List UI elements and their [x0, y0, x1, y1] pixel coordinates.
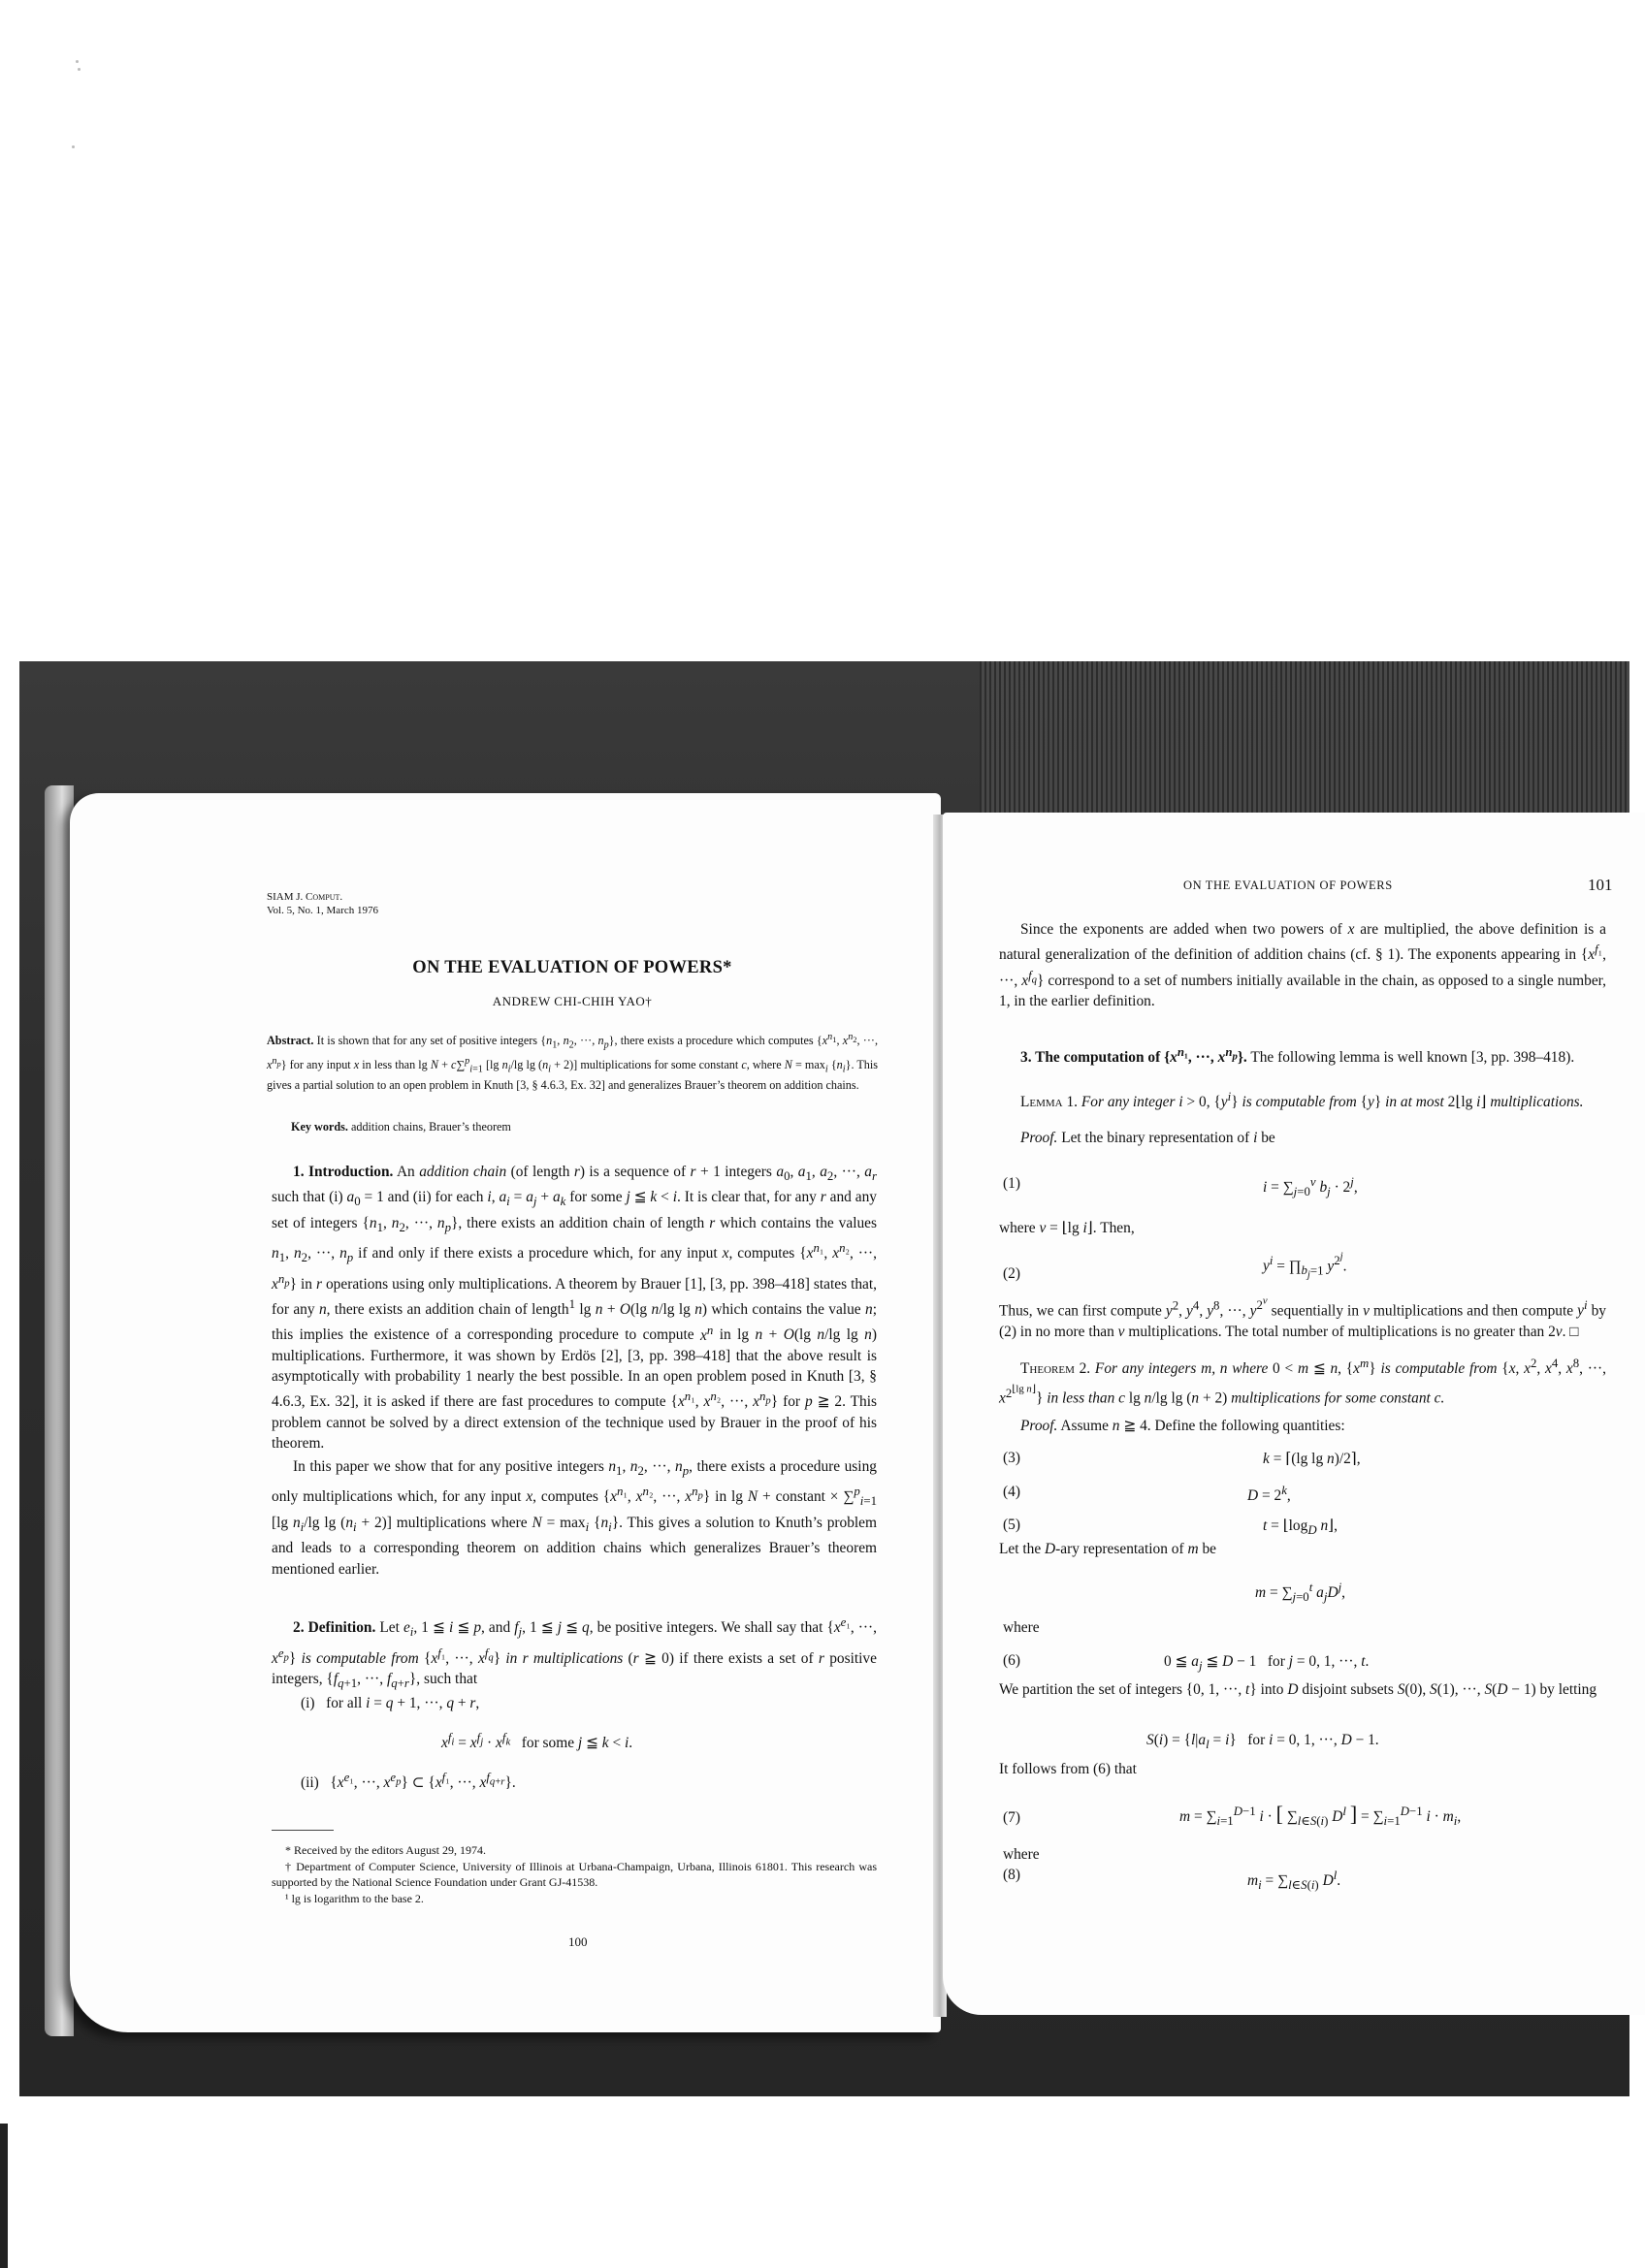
journal-name: SIAM J. Comput. [267, 891, 343, 903]
equation-6-number: (6) [1003, 1652, 1020, 1669]
equation-2: $y^i$ = $\prod_{b_j=1}$ $y^{2^j}$. [1263, 1251, 1347, 1282]
scan-edge [0, 2124, 8, 2268]
let-d-ary: Let the D-ary representation of m be [999, 1541, 1216, 1557]
condition-i: (i) for all i = q + 1, ···, q + r, [301, 1695, 480, 1711]
equation-6: 0 ≦ $a_j$ ≦ D − 1 for j = 0, 1, ···, t. [1164, 1653, 1370, 1674]
introduction-paragraph-2: In this paper we show that for any positive integers $n_1$, $n_2$, ···, $n_p$, there exists a procedure using only multiplications which, for any input x, computes {$x^{n_1}$, $x^{n_2}$, ···, $x^{n_p}$} in lg N + constant × ∑$^p_{i=1}$ [lg $n_i/\lg$ $\lg (n_i + 2)$] multiplications where $N = \max_i \{n_i\}$. This gives a solution to Knuth’s problem and leads to a corresponding theorem on addition chains which generalizes Brauer’s theorem mentioned earlier. [272, 1458, 878, 1578]
partition-paragraph: We partition the set of integers {0, 1, ···, t} into D disjoint subsets S(0), S(1), ···, S(D − 1) by letting [999, 1681, 1597, 1698]
scan-speck [76, 60, 79, 63]
condition-i-equation: $x^{f_i} = x^{f_j} \cdot x^{f_k}$ for some j ≦ k < i. [441, 1731, 633, 1752]
journal-volume: Vol. 5, No. 1, March 1976 [267, 905, 378, 916]
equation-3: k = ⌈(lg lg n)/2⌉, [1263, 1451, 1361, 1467]
paper-title: ON THE EVALUATION OF POWERS* [412, 958, 732, 977]
equation-5: $t = ⌊\log_D$ n⌋, [1263, 1517, 1339, 1538]
page-number-left: 100 [568, 1934, 588, 1949]
theorem-2: Theorem 2. For any integers m, n where 0 < m ≦ n, $\{x^m\}$ is computable from {x, $x^2$, $x^4$, $x^8$, ···, $x^{2^{⌊lg n⌋}}$} in less than c lg n/lg lg (n + 2) multiplications for some constant c. [999, 1357, 1606, 1407]
equation-s: $S(i) = \{l|a_l = i\}$ for i = 0, 1, ···, D − 1. [1146, 1732, 1379, 1752]
equation-4: $D = 2^k$, [1247, 1484, 1291, 1505]
follows-line: It follows from (6) that [999, 1761, 1137, 1777]
footnote-received: * Received by the editors August 29, 1974. [285, 1843, 486, 1857]
where-label-1: where [1003, 1619, 1040, 1636]
condition-ii: (ii) {$x^{e_1}$, ···, $x^{e_p}$} ⊂ {$x^{f_1}$, ···, $x^{f_{q+r}}$}. [301, 1771, 516, 1792]
equation-1: $i = \sum_{j=0}^v$ $b_j \cdot 2^j$, [1263, 1175, 1358, 1199]
equation-4-number: (4) [1003, 1484, 1020, 1500]
author: ANDREW CHI-CHIH YAO† [492, 994, 653, 1008]
proof-1: Proof. Let the binary representation of i be [1020, 1130, 1275, 1146]
right-paragraph-1: Since the exponents are added when two powers of x are multiplied, the above definition is a natural generalization of the definition of addition chains (cf. § 1). The exponents appearing in {$x^{f_1}$, ···, $x^{f_q}$} correspond to a set of numbers initially available in the chain, as opposed to a single number, 1, in the earlier definition. [999, 921, 1607, 1010]
equation-7-number: (7) [1003, 1809, 1020, 1826]
footnote-rule [272, 1830, 334, 1831]
equation-m: $m = \sum_{j=0}^t$ $a_jD^j$, [1255, 1581, 1345, 1605]
background-texture [980, 661, 1629, 826]
equation-7: $m = \sum_{i=1}^{D-1}$ i · [ $\sum_{l\in S(i)}$ $D^l$ ] = $\sum_{i=1}^{D-1}$ $i \cdot m_i$, [1179, 1802, 1462, 1829]
scan-speck [78, 68, 81, 71]
scan-speck [72, 145, 75, 148]
page-number-right: 101 [1588, 876, 1613, 894]
thus-paragraph: Thus, we can first compute $y^2$, $y^4$, $y^8$, ···, $y^{2^v}$ sequentially in v multiplications and then compute $y^i$ by (2) in no more than v multiplications. The total number of multiplications is no greater than 2v. □ [999, 1295, 1606, 1340]
equation-5-number: (5) [1003, 1517, 1020, 1533]
keywords: Key words. addition chains, Brauer’s theorem [291, 1120, 511, 1134]
equation-1-number: (1) [1003, 1175, 1020, 1192]
proof-2: Proof. Assume n ≧ 4. Define the following quantities: [1020, 1418, 1345, 1434]
journal-citation [267, 890, 378, 917]
where-v: where v = ⌊lg i⌋. Then, [999, 1220, 1135, 1236]
definition-paragraph: 2. Definition. Let $e_i$, 1 ≦ i ≦ p, and $f_j$, 1 ≦ j ≦ q, be positive integers. We shall say that {$x^{e_1}$, ···, $x^{e_p}$} is computable from {$x^{f_1}$, ···, $x^{f_q}$} in r multiplications (r ≧ 0) if there exists a set of r positive integers, {$f_{q+1}$, ···, $f_{q+r}$}, such that [272, 1615, 877, 1690]
section-3-heading: 3. The computation of {$x^{n_1}$, ···, $x^{n_p}$}. The following lemma is well known [3, pp. 398–418). [1020, 1045, 1575, 1067]
footnote-affiliation: † Department of Computer Science, University of Illinois at Urbana-Champaign, Urbana, Illinois 61801. This research was supported by the National Science Foundation under Grant GJ-41538. [272, 1859, 877, 1889]
abstract: Abstract. It is shown that for any set of positive integers {$n_1$, $n_2$, ···, $n_p$}, there exists a procedure which computes {$x^{n_1}$, $x^{n_2}$, ···, $x^{n_p}$} for any input x in less than lg N + c∑$^p_{i=1}$ [lg $n_i/\lg$ $\lg (n_i + 2)$] multiplications for some constant c, where $N = \max_i \{n_i\}$. This gives a partial solution to an open problem in Knuth [3, § 4.6.3, Ex. 32] and generalizes Brauer’s theorem on addition chains. [267, 1032, 879, 1092]
introduction-paragraph-1: 1. Introduction. An addition chain (of length r) is a sequence of r + 1 integers $a_0$, $a_1$, $a_2$, ···, $a_r$ such that (i) $a_0 = 1$ and (ii) for each i, $a_i = a_j + a_k$ for some j ≦ k < i. It is clear that, for any r and any set of integers {$n_1$, $n_2$, ···, $n_p$}, there exists an addition chain of length r which contains the values $n_1$, $n_2$, ···, $n_p$ if and only if there exists a procedure which, for any input x, computes {$x^{n_1}$, $x^{n_2}$, ···, $x^{n_p}$} in r operations using only multiplications. A theorem by Brauer [1], [3, pp. 398–418] states that, for any n, there exists an addition chain of length$^1$ lg n + O(lg n/lg lg n) which contains the value n; this implies the existence of a corresponding procedure to compute $x^n$ in lg n + O(lg n/lg lg n) multiplications. Furthermore, it was shown by Erdös [2], [3, pp. 398–418] that the above result is asymptotically with probability 1 nearly the best possible. In an open problem posed in Knuth [3, § 4.6.3, Ex. 32], it is asked if there are fast procedures to compute {$x^{n_1}$, $x^{n_2}$, ···, $x^{n_p}$} for p ≧ 2. This problem cannot be solved by a direct extension of the technique used by Brauer in the proof of his theorem. [272, 1164, 878, 1453]
running-head: ON THE EVALUATION OF POWERS [1183, 878, 1393, 892]
equation-2-number: (2) [1003, 1265, 1020, 1282]
equation-8: $m_i = \sum_{l\in S(i)}$ $D^l$. [1247, 1869, 1341, 1893]
footnote-lg: ¹ lg is logarithm to the base 2. [285, 1891, 424, 1905]
equation-3-number: (3) [1003, 1450, 1020, 1466]
lemma-1: Lemma 1. For any integer i > 0, $\{y^i\}$ is computable from {y} in at most 2⌊lg i⌋ multiplications. [1020, 1090, 1584, 1111]
equation-8-number: (8) [1003, 1867, 1020, 1883]
footnotes [272, 1842, 877, 1906]
where-label-2: where [1003, 1846, 1040, 1863]
